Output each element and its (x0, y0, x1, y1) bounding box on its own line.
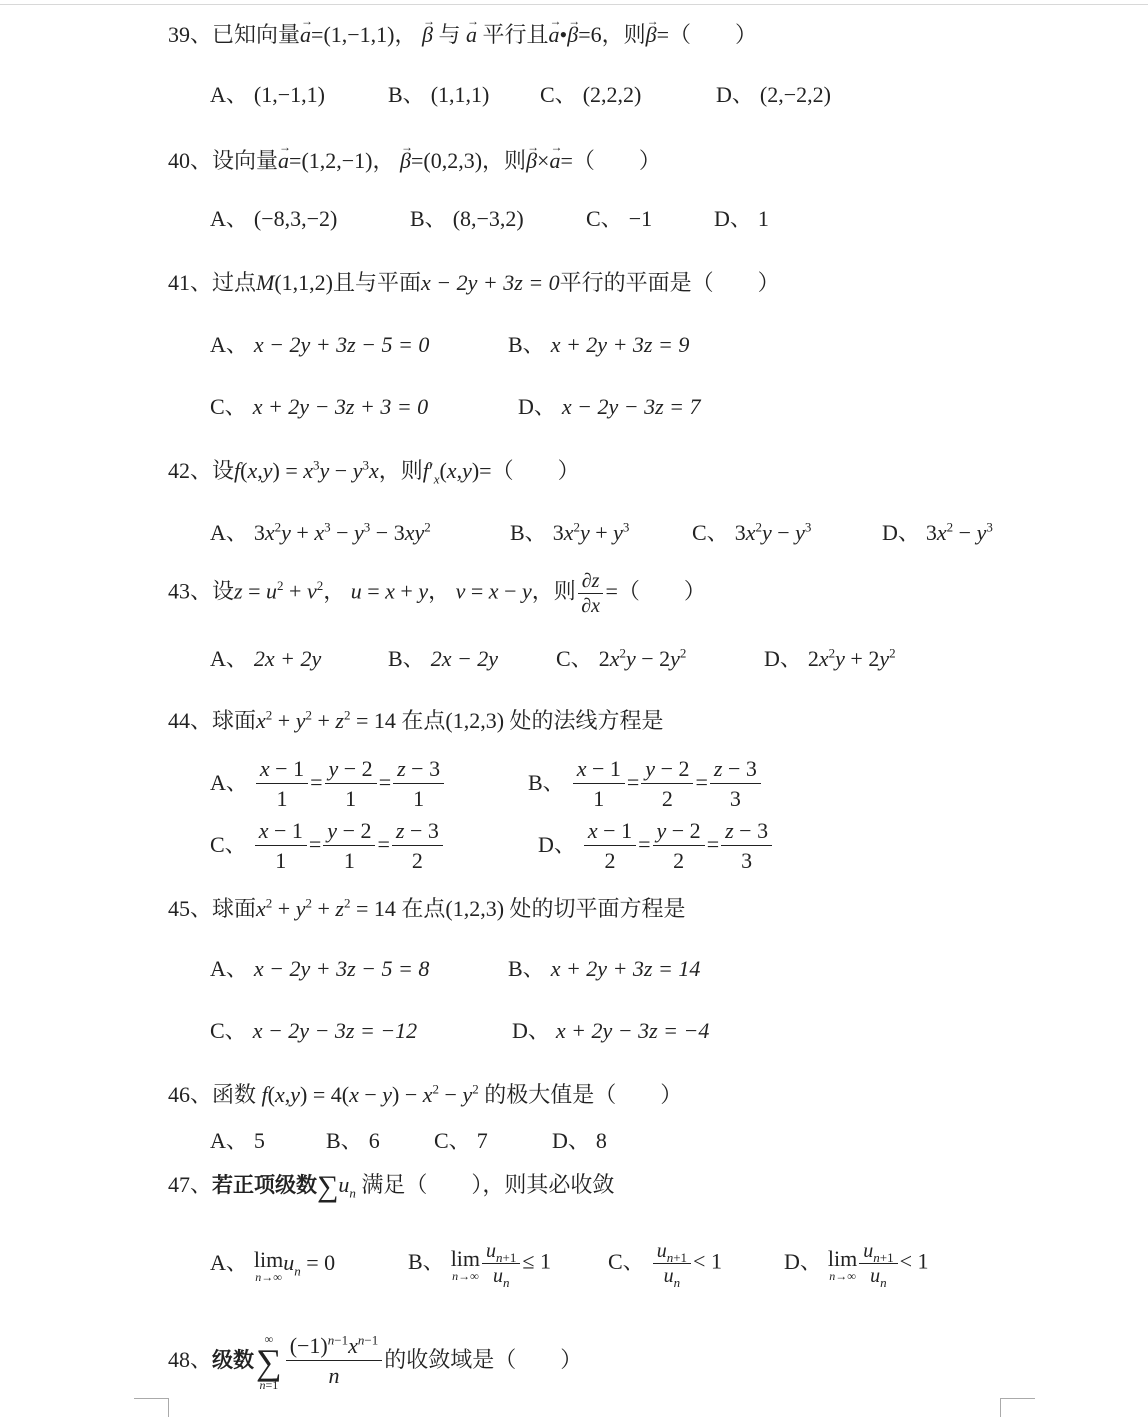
option-a[interactable]: A、 x − 2y + 3z − 5 = 0 (210, 332, 430, 357)
question-47: 47、若正项级数$\sum u_n$ 满足（ ），则其必收敛 (168, 1169, 615, 1203)
option-b[interactable]: B、 x + 2y + 3z = 14 (508, 956, 701, 981)
option-a[interactable]: A、 $3x^2y + x^3 - y^3 - 3xy^2$ (210, 519, 431, 545)
question-44: 44、球面$x^2 + y^2 + z^2 = 14$ 在点(1,2,3) 处的法线方程是 (168, 707, 664, 733)
option-c[interactable]: C、 $\frac{u_{n+1}}{u_n}$ < 1 (608, 1240, 722, 1290)
option-a[interactable]: A、 lim n→∞ $u_n = 0$ (210, 1247, 336, 1284)
option-c[interactable]: C、 x + 2y − 3z + 3 = 0 (210, 394, 429, 419)
option-c[interactable]: C、 $3x^2y - y^3$ (692, 519, 812, 545)
page-corner-mark (134, 1398, 169, 1417)
question-40: 40、设向量→ a=(1,2,−1)， → β=(0,2,3)，则→ β×→ a=（ ） (168, 148, 661, 174)
page-corner-mark (1000, 1398, 1035, 1417)
option-c[interactable]: C、 x − 2y − 3z = −12 (210, 1018, 418, 1043)
option-a[interactable]: A、 $\frac{x - 1}{1}$ = $\frac{y - 2}{1}$ = $\frac{z - 3}{1}$ (210, 756, 446, 813)
option-b[interactable]: B、 (1,1,1) (388, 82, 490, 107)
option-d[interactable]: D、 lim n→∞ $\frac{u_{n+1}}{u_n}$ < 1 (784, 1240, 929, 1290)
option-b[interactable]: B、 2x − 2y (388, 646, 499, 671)
option-d[interactable]: D、 (2,−2,2) (716, 82, 831, 107)
option-a[interactable]: A、 5 (210, 1128, 265, 1153)
question-43: 43、设$z = u^2 + v^2$， u = x + y， v = x − y，则 $\frac{\partial z}{\partial x}$ =（ ） (168, 570, 706, 617)
option-b[interactable]: B、 lim n→∞ $\frac{u_{n+1}}{u_n}$ ≤ 1 (408, 1240, 551, 1290)
question-48: 48、级数 ∞ ∑ n=1 $\frac{(-1)^{n-1}x^{n-1}}{n}$ 的收敛域是（ ） (168, 1331, 583, 1392)
option-b[interactable]: B、 6 (326, 1128, 380, 1153)
option-b[interactable]: B、 $\frac{x - 1}{1}$ = $\frac{y - 2}{2}$ = $\frac{z - 3}{3}$ (528, 756, 763, 813)
option-c[interactable]: C、 −1 (586, 206, 653, 231)
option-c[interactable]: C、 $2x^2y - 2y^2$ (556, 645, 687, 671)
option-c[interactable]: C、 (2,2,2) (540, 82, 642, 107)
question-45: 45、球面$x^2 + y^2 + z^2 = 14$ 在点(1,2,3) 处的切平面方程是 (168, 895, 686, 921)
question-46: 46、函数 $f(x,y) = 4(x - y) - x^2 - y^2$ 的极大值是（ ） (168, 1081, 683, 1107)
option-a[interactable]: A、 (1,−1,1) (210, 82, 325, 107)
option-a[interactable]: A、 x − 2y + 3z − 5 = 8 (210, 956, 430, 981)
option-c[interactable]: C、 $\frac{x - 1}{1}$ = $\frac{y - 2}{1}$ = $\frac{z - 3}{2}$ (210, 818, 445, 875)
question-number: 39、 (168, 22, 213, 47)
option-d[interactable]: D、 8 (552, 1128, 607, 1153)
page-top-border (0, 4, 1148, 5)
option-c[interactable]: C、 7 (434, 1128, 488, 1153)
option-d[interactable]: D、 x − 2y − 3z = 7 (518, 394, 701, 419)
option-a[interactable]: A、 (−8,3,−2) (210, 206, 338, 231)
option-b[interactable]: B、 x + 2y + 3z = 9 (508, 332, 690, 357)
option-d[interactable]: D、 x + 2y − 3z = −4 (512, 1018, 710, 1043)
question-39: 39、已知向量→ a=(1,−1,1)， → β 与 → a 平行且→ a•→ β=6，则→ β=（ ） (168, 22, 757, 48)
option-d[interactable]: D、 $3x^2 - y^3$ (882, 519, 993, 545)
option-a[interactable]: A、 2x + 2y (210, 646, 322, 671)
question-42: 42、设$f(x,y) = x^3y - y^3x$，则$f'_x(x,y)=$（ ） (168, 457, 580, 487)
option-d[interactable]: D、 $2x^2y + 2y^2$ (764, 645, 896, 671)
question-41: 41、过点M(1,1,2)且与平面x − 2y + 3z = 0平行的平面是（ ） (168, 270, 780, 295)
option-b[interactable]: B、 (8,−3,2) (410, 206, 524, 231)
option-d[interactable]: D、 1 (714, 206, 769, 231)
option-d[interactable]: D、 $\frac{x - 1}{2}$ = $\frac{y - 2}{2}$ = $\frac{z - 3}{3}$ (538, 818, 774, 875)
option-b[interactable]: B、 $3x^2y + y^3$ (510, 519, 630, 545)
